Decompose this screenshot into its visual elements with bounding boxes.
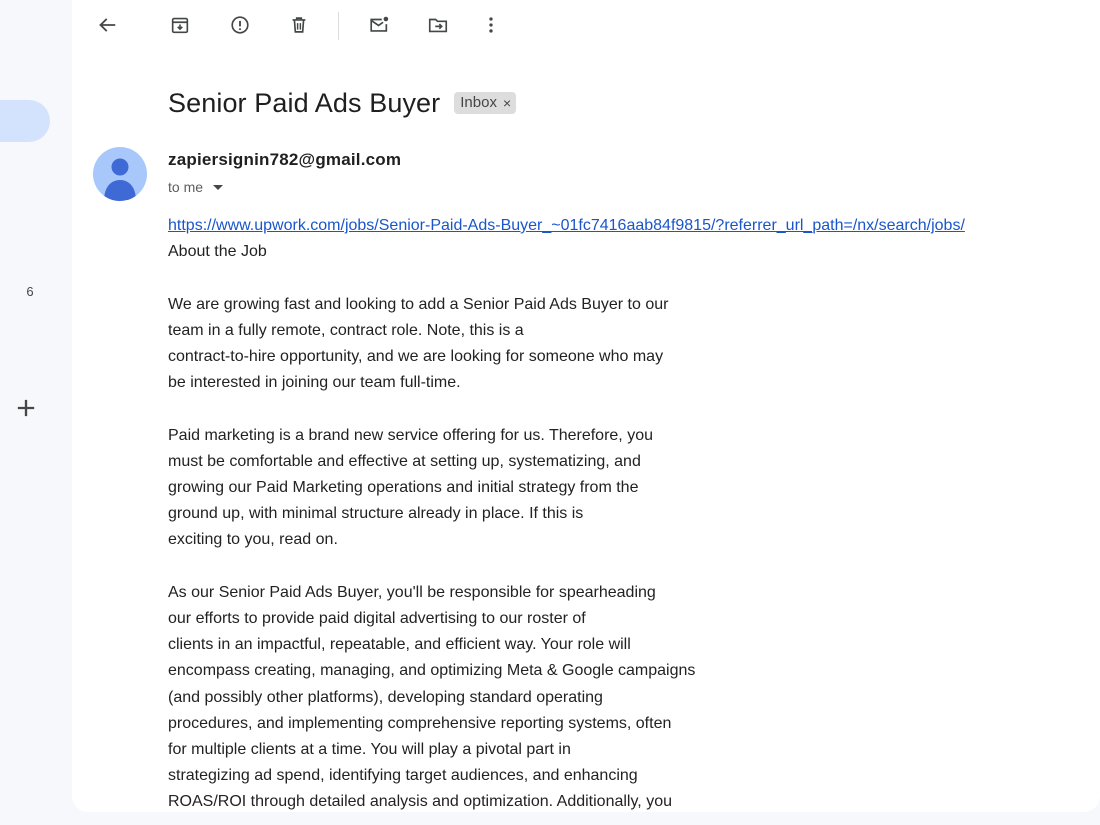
body-line: for multiple clients at a time. You will play a pivotal part in — [168, 741, 571, 759]
left-rail — [0, 0, 72, 825]
body-line: Paid marketing is a brand new service offering for us. Therefore, you — [168, 426, 653, 444]
dropdown-caret-icon — [213, 185, 223, 190]
recipients-text: to me — [168, 179, 204, 195]
body-line: must be comfortable and effective at setting up, systematizing, and — [168, 452, 641, 470]
archive-icon — [169, 14, 191, 36]
report-spam-button[interactable] — [223, 8, 257, 42]
body-line: ground up, with minimal structure already in place. If this is — [168, 505, 584, 523]
move-to-icon — [427, 14, 449, 36]
move-to-button[interactable] — [421, 8, 455, 42]
more-options-icon — [480, 14, 502, 36]
inbox-label-chip[interactable] — [454, 92, 516, 114]
recipients-toggle[interactable] — [168, 179, 223, 195]
email-subject: Senior Paid Ads Buyer — [168, 87, 441, 118]
subject-row — [168, 84, 516, 122]
body-line: encompass creating, managing, and optimizing Meta & Google campaigns — [168, 662, 696, 680]
back-button[interactable] — [90, 8, 124, 42]
more-options-button[interactable] — [474, 8, 508, 42]
body-line: team in a fully remote, contract role. Note, this is a — [168, 321, 524, 339]
label-chip-text: Inbox — [460, 94, 497, 111]
sender-avatar[interactable] — [93, 147, 147, 201]
toolbar-divider — [338, 12, 339, 40]
body-line: As our Senior Paid Ads Buyer, you'll be responsible for spearheading — [168, 583, 656, 601]
body-line: contract-to-hire opportunity, and we are looking for someone who may — [168, 348, 664, 365]
body-line: exciting to you, read on. — [168, 531, 338, 549]
message-toolbar — [72, 0, 1100, 50]
remove-label-icon[interactable]: × — [502, 94, 512, 111]
message-panel — [72, 0, 1100, 812]
sender-email[interactable]: zapiersignin782@gmail.com — [168, 150, 402, 169]
body-line: procedures, and implementing comprehensive reporting systems, often — [168, 714, 672, 732]
archive-button[interactable] — [163, 8, 197, 42]
body-line: We are growing fast and looking to add a Senior Paid Ads Buyer to our — [168, 295, 669, 313]
report-spam-icon — [229, 14, 251, 36]
delete-button[interactable] — [282, 8, 316, 42]
active-nav-pill[interactable] — [0, 100, 50, 142]
body-line: be interested in joining our team full-time. — [168, 374, 461, 392]
job-link[interactable]: https://www.upwork.com/jobs/Senior-Paid-Ads-Buyer_~01fc7416aab84f9815/?referrer_url_path=/nx/search/jobs/ — [168, 217, 965, 234]
mark-unread-icon — [368, 14, 390, 36]
body-line: growing our Paid Marketing operations and initial strategy from the — [168, 479, 639, 496]
mark-unread-button[interactable] — [362, 8, 396, 42]
email-body — [168, 213, 1068, 816]
body-heading: About the Job — [168, 243, 267, 261]
nav-unread-count: 6 — [26, 284, 34, 299]
person-icon — [93, 147, 147, 201]
create-label-plus-icon[interactable] — [12, 394, 42, 422]
body-line: our efforts to provide paid digital advertising to our roster of — [168, 610, 586, 627]
body-line: strategizing ad spend, identifying target audiences, and enhancing — [168, 767, 638, 785]
delete-icon — [288, 14, 310, 36]
body-line: (and possibly other platforms), developing standard operating — [168, 688, 603, 706]
body-line: ROAS/ROI through detailed analysis and optimization. Additionally, you — [168, 793, 672, 811]
back-arrow-icon — [96, 14, 118, 36]
body-line: clients in an impactful, repeatable, and efficient way. Your role will — [168, 636, 631, 654]
